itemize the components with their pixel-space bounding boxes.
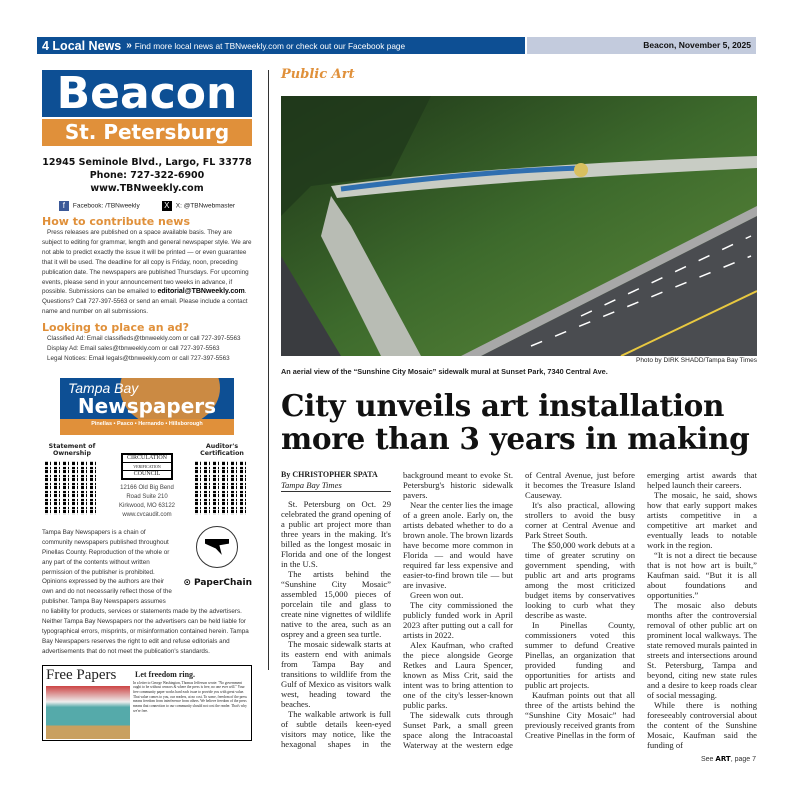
cvc-address [112, 484, 182, 520]
website: www.TBNweekly.com [90, 183, 204, 194]
free-papers-text: In a letter to George Washington, Thomas Jefferson wrote: "No government ought to be without censors & where the press is free, no one ever will." Your free community paper works hard each issue to provide you with great value. That value comes to you, our readers, at no cost. To some, freedom of the press means freedom from interference from others. We believe freedom of the press means that connection to our community should not cost the reader. That's why we're free. [133, 680, 247, 713]
section-kicker: Public Art [281, 67, 355, 82]
section-header-bar [37, 37, 525, 54]
logo-line-1: Tampa Bay [68, 379, 139, 396]
auditor-label: Auditor's Certification [200, 442, 244, 457]
founders-illustration [46, 686, 130, 739]
ownership-qr-code[interactable] [45, 461, 99, 515]
continued-jump[interactable] [701, 755, 756, 764]
cvc-logo [121, 453, 173, 480]
cvc-line: COUNCIL [133, 470, 161, 477]
social-links [42, 201, 252, 211]
masthead-logo: Beacon [42, 70, 252, 117]
photo-credit: Photo by DIRK SHADD/Tampa Bay Times [635, 357, 757, 364]
free-papers-ad [42, 665, 252, 741]
facebook-handle: Facebook: /TBNweekly [72, 202, 140, 210]
auditor-qr-code[interactable] [195, 461, 249, 515]
disclaimer-body: Tampa Bay Newspapers is a chain of community newspapers published throughout Pinellas County. Reproduction of the whole or any part of the contents without written permission of the publisher is prohibited. Opinions expressed by the authors are their own and do not necessarily reflect those of the publisher. Tampa Bay Newspapers assumes no liability for products, services or statements made by the advertisers. Neither Tampa Bay Newspapers nor the advertisers can be held liable for typographical errors, misprints, or misinformation contained herein. Tampa Bay Newspapers reserves the right to edit and refuse editorials and advertisements that do not meet the publication's standards. [42, 528, 249, 655]
address: 12945 Seminole Blvd., Largo, FL 33778 [42, 157, 252, 168]
contribute-text [42, 228, 252, 317]
cvc-address-line: Road Suite 210 [126, 493, 168, 500]
cvc-address-line: www.cvcaudit.com [122, 511, 172, 518]
ads-heading: Looking to place an ad? [42, 321, 190, 335]
jump-keyword: ART [715, 755, 731, 763]
byline: By CHRISTOPHER SPATA [281, 470, 378, 479]
byline-organization: Tampa Bay Times [281, 480, 391, 492]
legal-contact: Legal Notices: Email legals@tbnweekly.com or call 727-397-5563 [47, 354, 230, 362]
contact-block [42, 156, 252, 195]
section-label: 4 Local News [42, 38, 122, 53]
chevron-right-icon: » [126, 40, 132, 51]
x-handle: X: @TBNwebmaster [175, 202, 236, 210]
contribute-heading: How to contribute news [42, 215, 191, 228]
photo-caption: An aerial view of the “Sunshine City Mosaic” sidewalk mural at Sunset Park, 7340 Central Ave. [281, 367, 608, 376]
phone: Phone: 727-322-6900 [89, 170, 205, 181]
contribute-text-part: Press releases are published on a space available basis. They are subject to editing for grammar, length and general newspaper style. We are not able to predict exactly the issue it will be printed — or even guarantee that it will be used. The deadline for all copy is Friday, noon, preceding publication date. The newspapers are published Thursdays. For upcoming events, please send in your announcement two weeks in advance, if possible. Submissions can be emailed to [42, 229, 252, 296]
paperchain-logo [183, 578, 252, 588]
x-icon: X [162, 201, 172, 211]
article-paragraph: The mosaic also debuts months after the controversial removal of other public art on prominent local walkways. The state removed murals painted in streets and intersections around St. Petersburg, Tampa and beyond, citing new state rules and a desire to keep roads clear of social messaging. [647, 600, 757, 700]
free-papers-title: Free Papers [46, 666, 117, 683]
cvc-address-line: 12166 Old Big Bend [120, 484, 174, 491]
article-paragraph: The sidewalk cuts through Sunset Park, a small green space along the Intracoastal Waterway at the western edge of Central Avenue, just before it becomes the Treasure Island Causeway. [403, 470, 635, 750]
facebook-link[interactable] [59, 201, 140, 211]
section-tagline: Find more local news at TBNweekly.com or check out our Facebook page [134, 40, 406, 51]
issue-date: Beacon, November 5, 2025 [527, 37, 756, 54]
classified-contact: Classified Ad: Email classifieds@tbnweekly.com or call 727-397-5563 [47, 335, 241, 343]
logo-counties: Pinellas • Pasco • Hernando • Hillsborough [91, 420, 203, 427]
paperchain-label: PaperChain [194, 577, 252, 588]
cvc-line: CIRCULATION [127, 454, 167, 461]
tampa-bay-newspapers-logo [60, 378, 234, 435]
display-contact: Display Ad: Email sales@tbnweekly.com or call 727-397-5563 [47, 345, 220, 353]
article-paragraph: “It is not a direct tie because that is not how art is built,” Kaufman said. “But it is all about foundations and opportunities.” [647, 550, 757, 600]
article-paragraph: While there is nothing foreseeably controversial about the content of the Sunshine Mosaic, Kaufman said the funding of [647, 700, 757, 750]
florida-press-association-seal [196, 526, 238, 568]
article-body [281, 470, 757, 750]
aerial-mosaic-photo [281, 96, 757, 356]
paperchain-icon: ⊙ [183, 577, 191, 588]
certifications [42, 443, 252, 520]
headline: City unveils art installation more than 3 years in making [281, 388, 750, 456]
jump-page: , page 7 [730, 756, 756, 763]
article-paragraph: It's also practical, allowing strollers to avoid the busy corner at Central Avenue and Park Street South. [525, 500, 635, 540]
cvc-address-line: Kirkwood, MO 63122 [118, 502, 176, 509]
article-paragraph: In Pinellas County, commissioners voted this summer to defund Creative Pinellas, an organization that provided funding and opportunities for artists and public art projects. [525, 620, 635, 690]
free-papers-slogan: Let freedom ring. [135, 669, 196, 679]
masthead-column [42, 70, 252, 741]
article-paragraph: The $50,000 work debuts at a time of greater scrutiny on government spending, with public art and arts programs among the most criticized budget items by conservatives looking to curb what they describe as waste. [525, 540, 635, 620]
x-link[interactable] [162, 201, 235, 211]
article-paragraph: Near the center lies the image of a green anole. Early on, the artists debated whether to do a brown anole. The brown lizards have become more common in Florida — and would have required far less expensive and easier-to-find brown tile — but are invasive. [403, 500, 513, 590]
masthead-edition: St. Petersburg [42, 119, 252, 146]
ownership-label: Statement of Ownership [48, 442, 96, 457]
jump-prefix: See [700, 756, 714, 763]
article-paragraph: The city commissioned the publicly funded work in April 2023 after putting out a call for artists in 2022. [403, 600, 513, 640]
facebook-icon: f [59, 201, 69, 211]
article-paragraph: The walkable artwork is full of subtle details keen-eyed visitors may notice, like the hexagonal shapes in the background meant to evoke St. Petersburg's historic sidewalk pavers. [281, 470, 513, 749]
column-divider [268, 70, 269, 670]
article-paragraph: Kaufman points out that all three of the artists behind the “Sunshine City Mosaic” had previously received grants from Creative Pinellas in the form of emerging artist awards that helped launch their careers. [525, 470, 757, 740]
cvc-line: VERIFICATION [123, 462, 171, 471]
ads-contacts [42, 334, 252, 364]
editorial-email[interactable]: editorial@TBNweekly.com [157, 288, 245, 296]
article-paragraph: The mosaic sidewalk starts at its eastern end with animals from Tampa Bay and transitions to wildlife from the Gulf of Mexico as visitors walk west, heading toward the beaches. [281, 639, 391, 709]
contribute-text-part: . Questions? Call 727-397-5563 or send an email. Please include a contact name and number on all submissions. [42, 288, 248, 316]
article-paragraph: St. Petersburg on Oct. 29 celebrated the grand opening of a public art project more than three years in the making. It's billed as the longest mosaic in Florida and one of the longest in the U.S. [281, 499, 391, 569]
article-paragraph: The artists behind the “Sunshine City Mosaic” assembled 15,000 pieces of porcelain tile and glass to create nine vignettes of wildlife native to the area, such as an osprey and a green sea turtle. [281, 569, 391, 639]
article-paragraph: The mosaic, he said, shows how that early support makes artists competitive in a competitive art market and eventually leads to notable work in the region. [647, 490, 757, 550]
article-paragraph: Green won out. [410, 590, 464, 600]
logo-line-2: Newspapers [77, 393, 217, 418]
article-paragraph: Alex Kaufman, who crafted the piece alongside George Retkes and Laura Spencer, known as Miss Crit, said the intent was to bring attention to one of the city's lesser-known public parks. [403, 640, 513, 710]
disclaimer-block [42, 528, 252, 657]
